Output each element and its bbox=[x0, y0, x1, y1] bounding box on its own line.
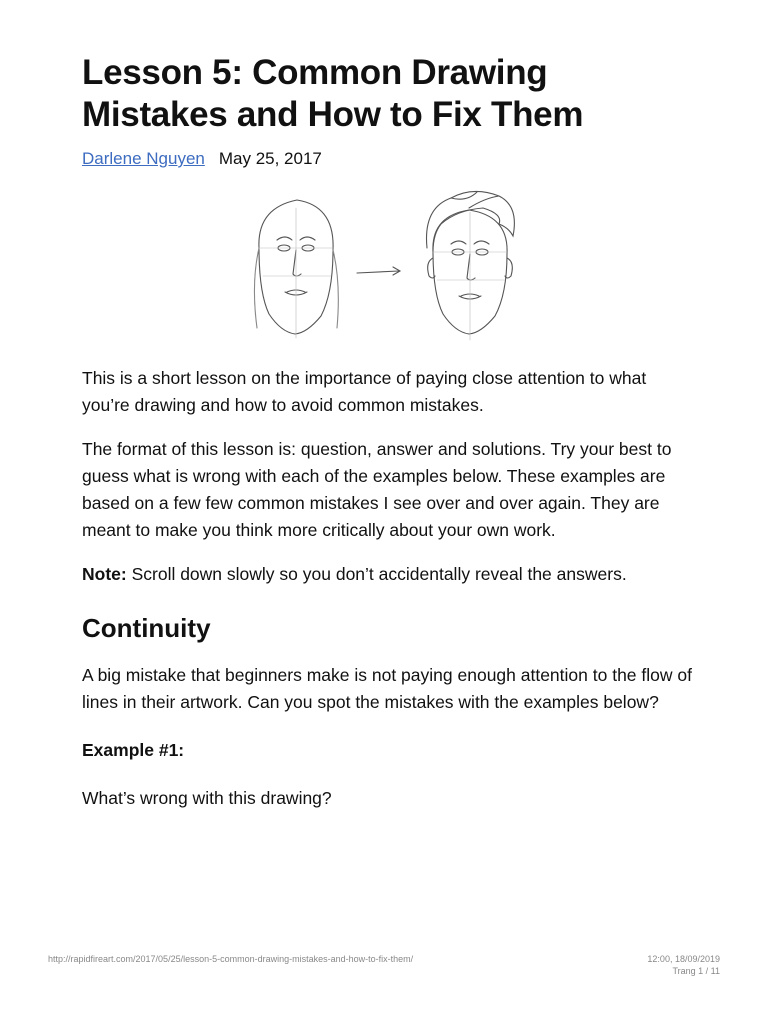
section-heading: Continuity bbox=[82, 613, 211, 643]
page-title: Lesson 5: Common Drawing Mistakes and How to Fix Them bbox=[82, 53, 584, 134]
example-question: What’s wrong with this drawing? bbox=[82, 788, 332, 808]
footer-right bbox=[647, 953, 720, 977]
note-text: Scroll down slowly so you don’t accidentally reveal the answers. bbox=[126, 564, 627, 584]
author-link[interactable]: Darlene Nguyen bbox=[82, 149, 205, 168]
example-heading: Example #1: bbox=[82, 740, 185, 760]
article-meta bbox=[82, 148, 692, 170]
footer-page-number: Trang 1 / 11 bbox=[672, 966, 720, 976]
note-paragraph bbox=[82, 561, 692, 588]
arrow-icon bbox=[357, 267, 400, 275]
footer-datetime: 12:00, 18/09/2019 bbox=[647, 954, 720, 964]
hero-illustration bbox=[237, 188, 527, 348]
face-sketch-before bbox=[254, 200, 338, 338]
section-paragraph: A big mistake that beginners make is not paying enough attention to the flow of lines in their artwork. Can you spot the mistakes with the examples below? bbox=[82, 665, 692, 712]
format-paragraph: The format of this lesson is: question, answer and solutions. Try your best to guess what is wrong with each of the examples below. These examples are based on a few few common mistakes I see over and over again. They are meant to make you think more critically about your own work. bbox=[82, 439, 672, 540]
publish-date: May 25, 2017 bbox=[218, 149, 322, 168]
note-label: Note: bbox=[82, 564, 127, 584]
intro-paragraph: This is a short lesson on the importance of paying close attention to what you’re drawing and how to avoid common mistakes. bbox=[82, 368, 647, 415]
footer-url: http://rapidfireart.com/2017/05/25/lesson-5-common-drawing-mistakes-and-how-to-fix-them/ bbox=[48, 954, 414, 964]
article bbox=[82, 52, 692, 812]
face-sketch-after bbox=[427, 191, 515, 340]
